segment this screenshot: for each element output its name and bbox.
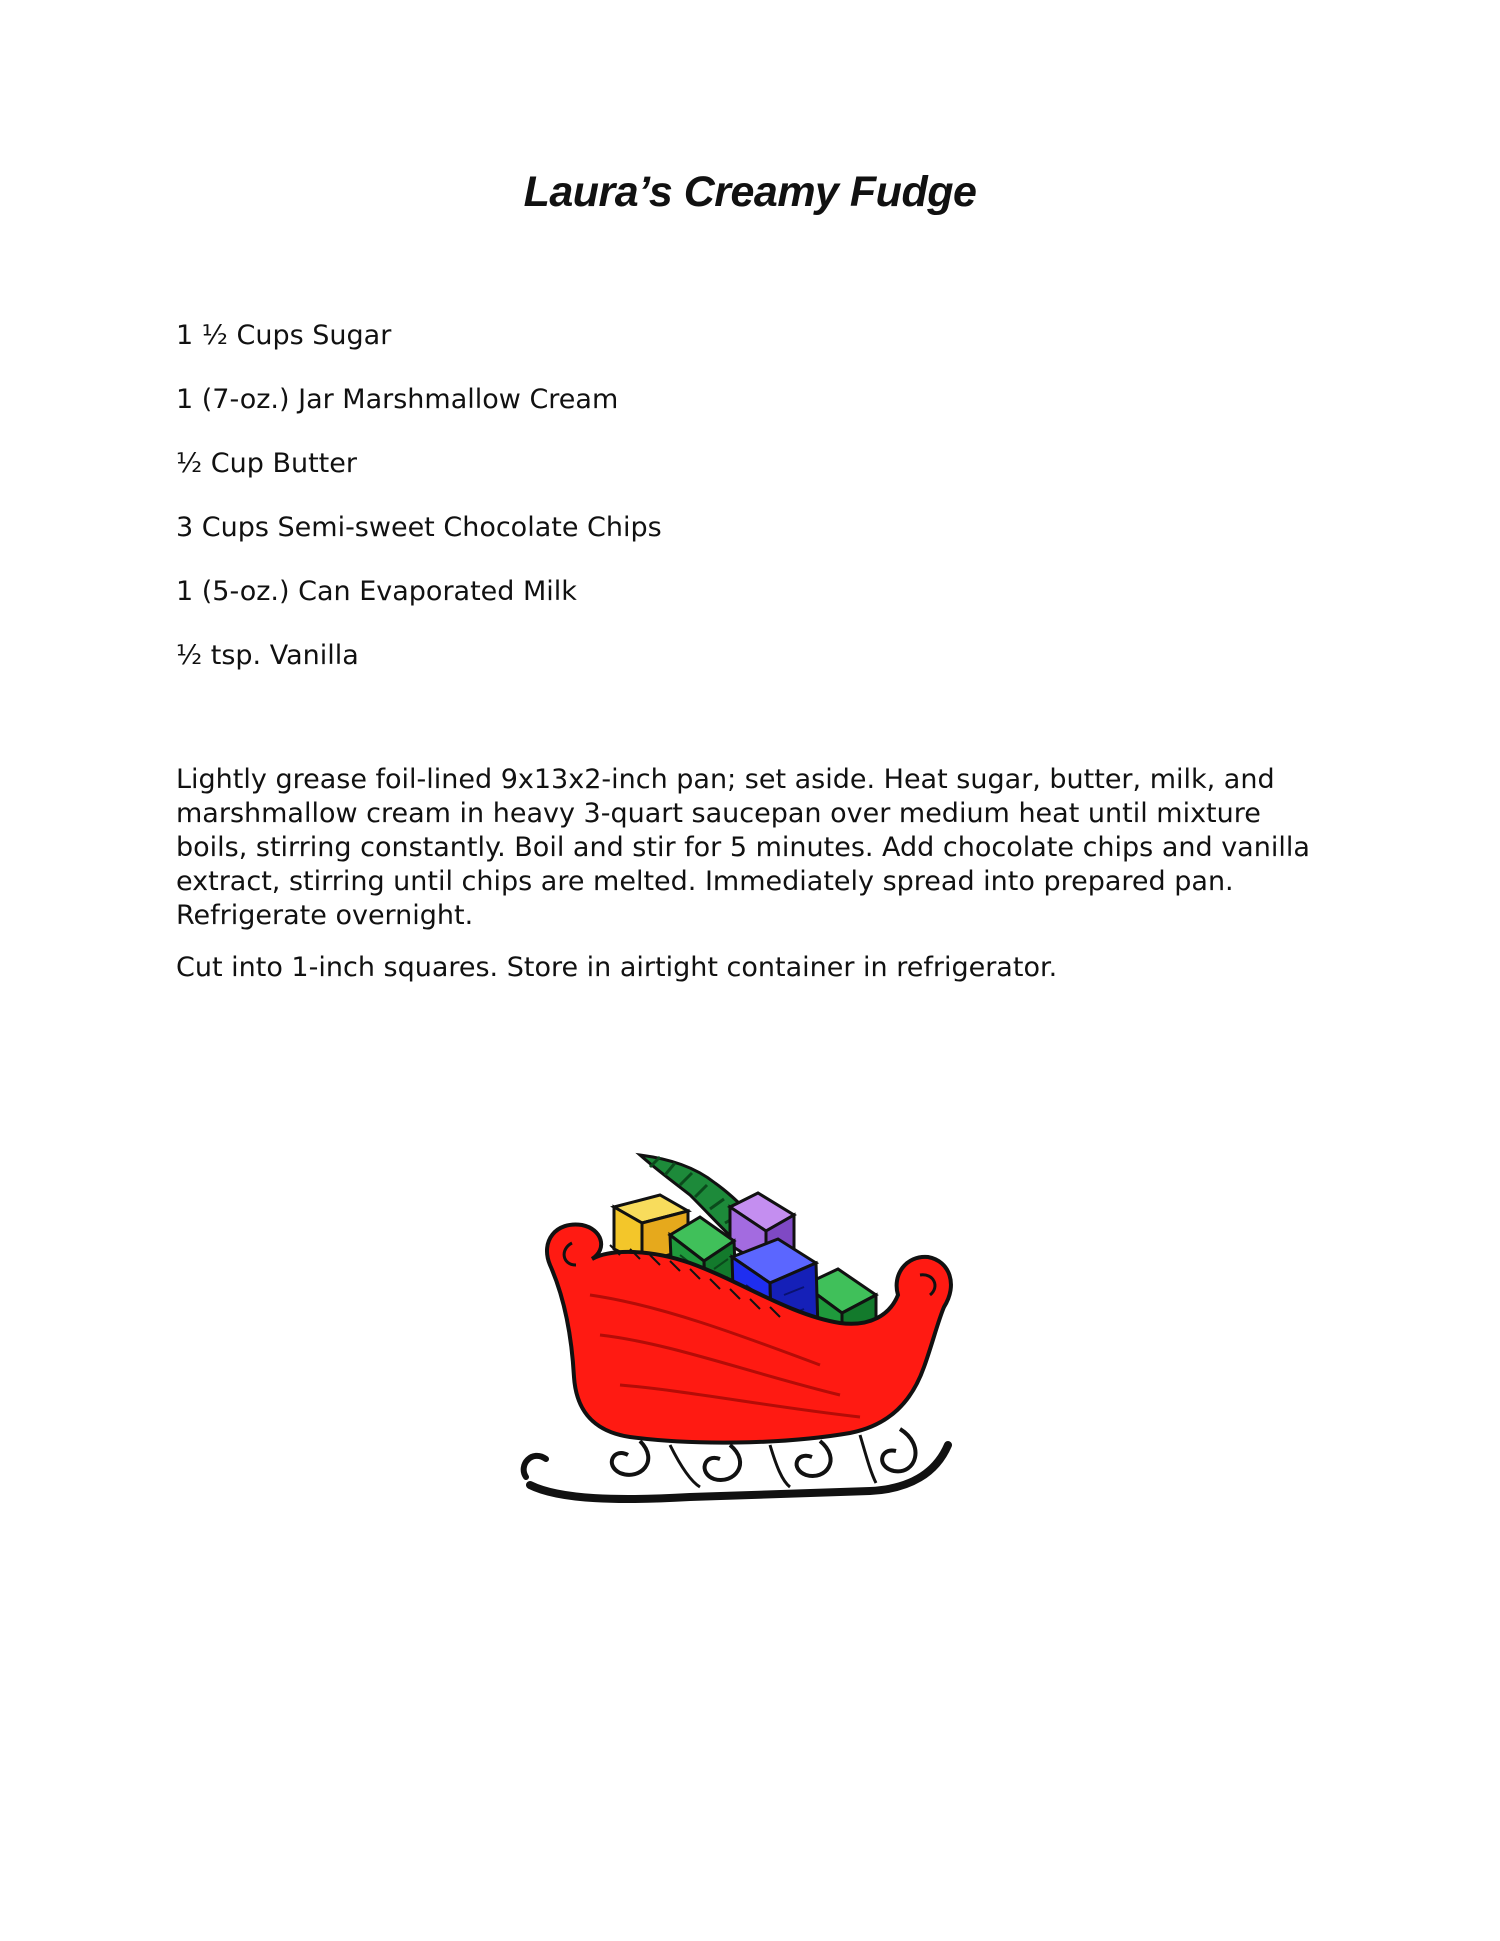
instruction-paragraph: Lightly grease foil-lined 9x13x2-inch pan; set aside. Heat sugar, butter, milk, and marshmallow cream in heavy 3-quart saucepan over medium heat until mixture boils, stirring constantly. Boil and stir for 5 minutes. Add chocolate chips and vanilla extract, stirring until chips are melted. Immediately spread into prepared pan. Refrigerate overnight. xyxy=(176,764,1310,931)
ingredient-item: 1 (7-oz.) Jar Marshmallow Cream xyxy=(176,384,619,415)
ingredient-item: 3 Cups Semi-sweet Chocolate Chips xyxy=(176,512,662,543)
sleigh-with-gifts-icon xyxy=(520,1145,980,1525)
instructions xyxy=(176,763,1326,1003)
ingredient-item: ½ Cup Butter xyxy=(176,448,357,479)
ingredient-item: 1 ½ Cups Sugar xyxy=(176,320,392,351)
ingredient-list xyxy=(176,318,662,702)
ingredient-item: ½ tsp. Vanilla xyxy=(176,640,359,671)
instruction-paragraph: Cut into 1-inch squares. Store in airtight container in refrigerator. xyxy=(176,952,1058,983)
ingredient-item: 1 (5-oz.) Can Evaporated Milk xyxy=(176,576,577,607)
page-title: Laura’s Creamy Fudge xyxy=(523,168,977,216)
